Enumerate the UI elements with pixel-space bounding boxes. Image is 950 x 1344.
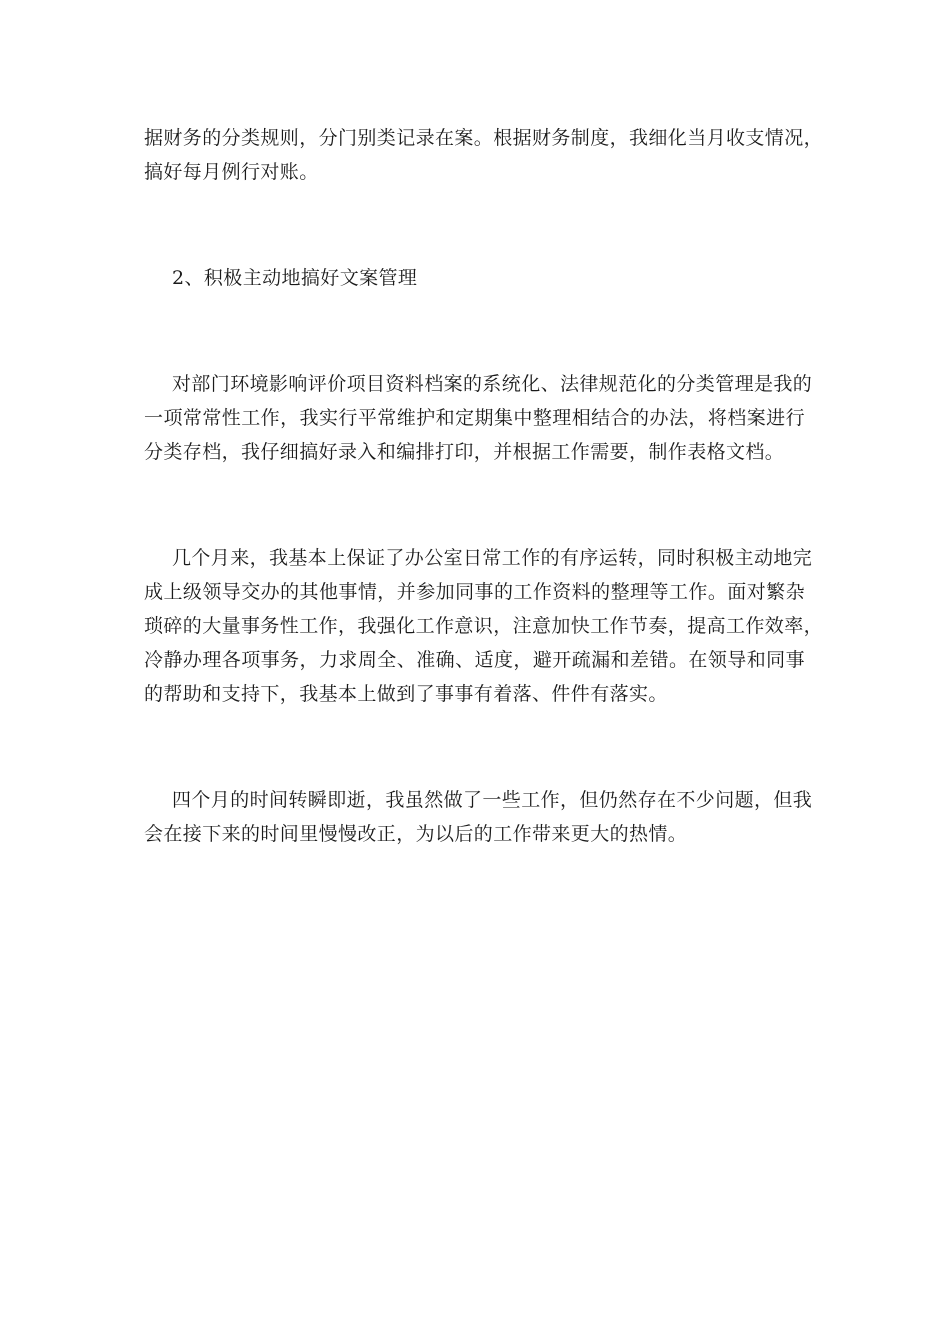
text-line: 一项常常性工作，我实行平常维护和定期集中整理相结合的办法，将档案进行 <box>144 407 805 429</box>
text-line: 琐碎的大量事务性工作，我强化工作意识，注意加快工作节奏，提高工作效率， <box>144 615 824 637</box>
text-line: 冷静办理各项事务，力求周全、准确、适度，避开疏漏和差错。在领导和同事 <box>144 649 805 671</box>
text-line: 据财务的分类规则，分门别类记录在案。根据财务制度，我细化当月收支情况， <box>144 127 824 149</box>
heading-text: 2、积极主动地搞好文案管理 <box>172 267 418 289</box>
text-line: 几个月来，我基本上保证了办公室日常工作的有序运转，同时积极主动地完 <box>172 547 813 569</box>
text-line: 的帮助和支持下，我基本上做到了事事有着落、件件有落实。 <box>144 683 668 705</box>
text-line: 分类存档，我仔细搞好录入和编排打印，并根据工作需要，制作表格文档。 <box>144 441 785 463</box>
text-line: 四个月的时间转瞬即逝，我虽然做了一些工作，但仍然存在不少问题，但我 <box>172 789 813 811</box>
text-line: 会在接下来的时间里慢慢改正，为以后的工作带来更大的热情。 <box>144 823 688 845</box>
text-line: 成上级领导交办的其他事情，并参加同事的工作资料的整理等工作。面对繁杂 <box>144 581 805 603</box>
text-line: 搞好每月例行对账。 <box>144 161 319 183</box>
text-line: 对部门环境影响评价项目资料档案的系统化、法律规范化的分类管理是我的 <box>172 373 813 395</box>
